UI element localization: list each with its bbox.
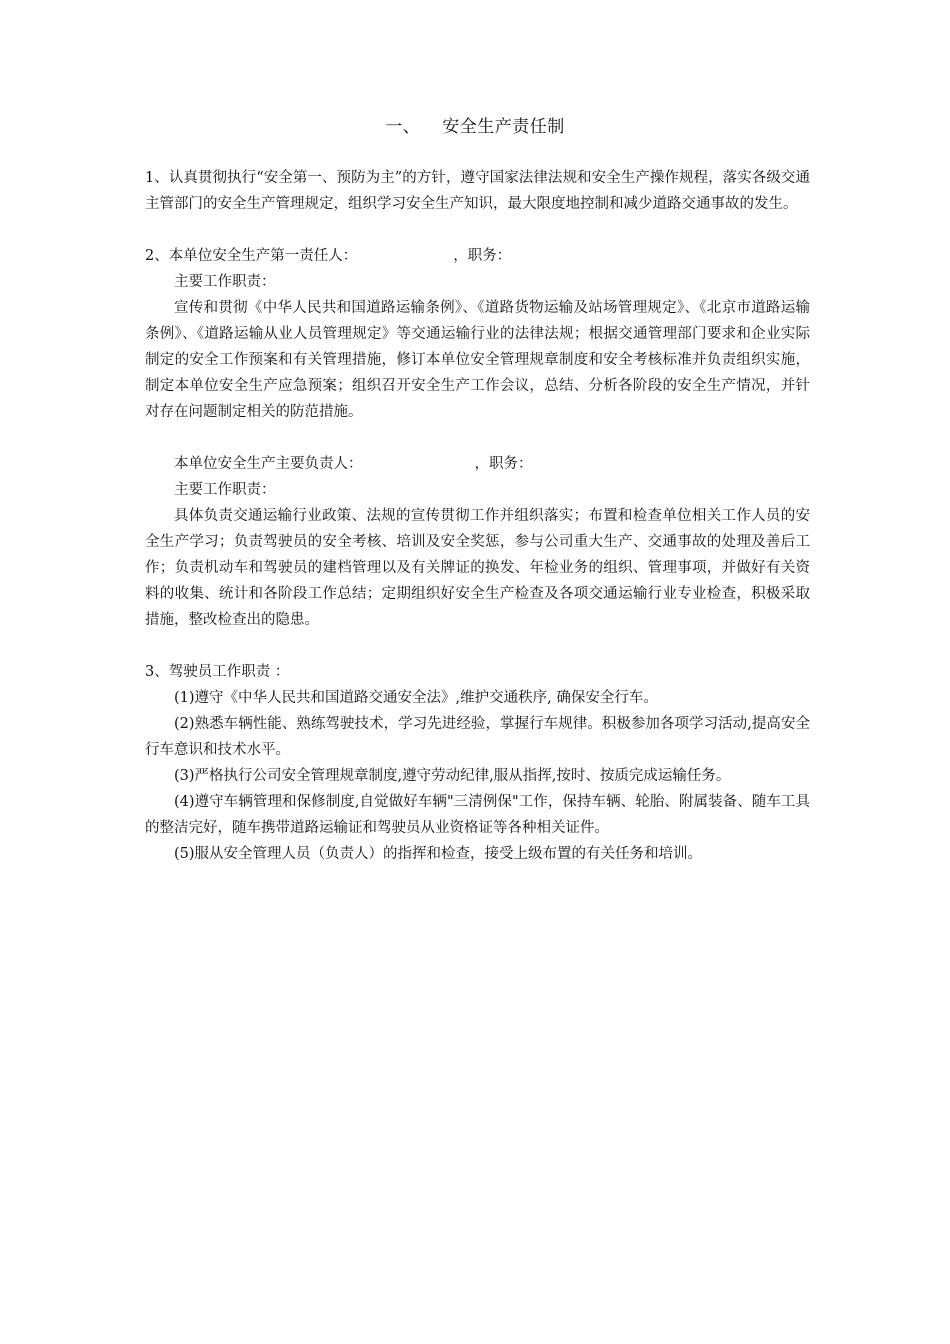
first-responsible-person-label: 2、本单位安全生产第一责任人： bbox=[145, 248, 358, 264]
driver-duty-item: (1)遵守《中华人民共和国道路交通安全法》,维护交通秩序, 确保安全行车。 bbox=[174, 690, 658, 706]
driver-duty-item: (3)严格执行公司安全管理规章制度,遵守劳动纪律,服从指挥,按时、按质完成运输任务。 bbox=[174, 768, 731, 784]
driver-duty-item: (4)遵守车辆管理和保修制度,自觉做好车辆"三清例保"工作，保持车辆、轮胎、附属装备、随车工具的整洁完好，随车携带道路运输证和驾驶员从业资格证等各种相关证件。 bbox=[145, 794, 810, 836]
first-responsible-person-line bbox=[145, 243, 810, 269]
section-1-paragraph: 1、认真贯彻执行“安全第一、预防为主”的方针，遵守国家法律法规和安全生产操作规程，落实各级交通主管部门的安全生产管理规定，组织学习安全生产知识，最大限度地控制和减少道路交通事故的发生。 bbox=[145, 170, 810, 212]
spacer bbox=[145, 633, 810, 659]
title-number: 一、 bbox=[385, 117, 421, 137]
main-responsible-position-label: ，职务： bbox=[474, 456, 533, 472]
spacer bbox=[145, 425, 810, 451]
driver-duties-heading: 3、驾驶员工作职责 ： bbox=[145, 664, 290, 680]
first-duties-heading: 主要工作职责： bbox=[174, 274, 276, 290]
driver-duty-item: (2)熟悉车辆性能、熟练驾驶技术，学习先进经验，掌握行车规律。积极参加各项学习活动,提高安全行车意识和技术水平。 bbox=[145, 716, 810, 758]
title-text: 安全生产责任制 bbox=[442, 117, 565, 137]
main-responsible-person-line bbox=[145, 451, 810, 477]
main-duties-paragraph: 具体负责交通运输行业政策、法规的宣传贯彻工作并组织落实；布置和检查单位相关工作人员的安全生产学习；负责驾驶员的安全考核、培训及安全奖惩，参与公司重大生产、交通事故的处理及善后工作；负责机动车和驾驶员的建档管理以及有关牌证的换发、年检业务的组织、管理事项，并做好有关资料的收集、统计和各阶段工作总结；定期组织好安全生产检查及各项交通运输行业专业检查，积极采取措施，整改检查出的隐患。 bbox=[145, 508, 810, 628]
document-body bbox=[145, 165, 810, 867]
spacer bbox=[145, 217, 810, 243]
first-duties-paragraph: 宣传和贯彻《中华人民共和国道路运输条例》、《道路货物运输及站场管理规定》、《北京市道路运输条例》、《道路运输从业人员管理规定》等交通运输行业的法律法规；根据交通管理部门要求和企业实际制定的安全工作预案和有关管理措施，修订本单位安全管理规章制度和安全考核标准并负责组织实施，制定本单位安全生产应急预案；组织召开安全生产工作会议，总结、分析各阶段的安全生产情况，并针对存在问题制定相关的防范措施。 bbox=[145, 300, 810, 420]
driver-duty-item: (5)服从安全管理人员（负责人）的指挥和检查，接受上级布置的有关任务和培训。 bbox=[174, 846, 703, 862]
first-responsible-position-label: ，职务： bbox=[453, 248, 512, 264]
main-responsible-person-label: 本单位安全生产主要负责人： bbox=[174, 456, 363, 472]
page-title bbox=[0, 115, 950, 139]
main-duties-heading: 主要工作职责： bbox=[174, 482, 276, 498]
